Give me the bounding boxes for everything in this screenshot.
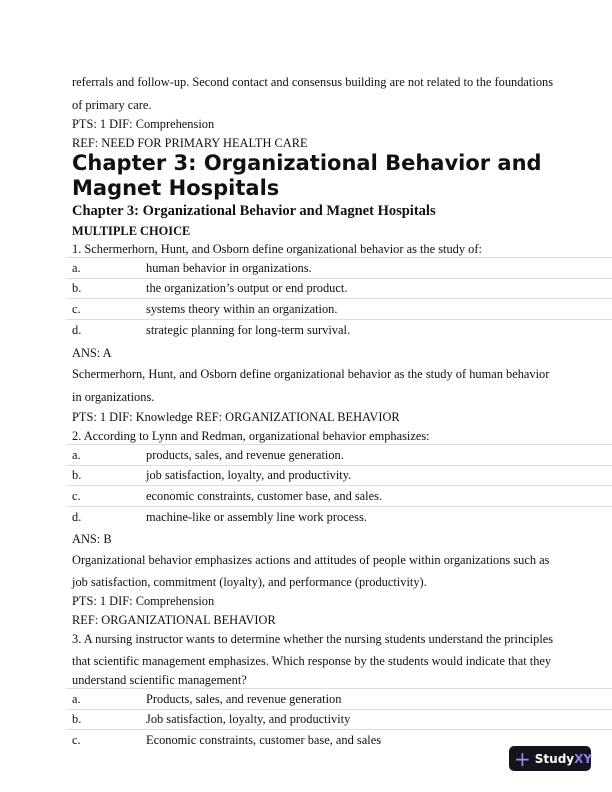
answer: ANS: A <box>72 346 112 360</box>
rationale: in organizations. <box>72 390 155 404</box>
option-row <box>66 444 612 466</box>
question-stem: 2. According to Lynn and Redman, organizational behavior emphasizes: <box>72 429 430 443</box>
option-row <box>66 688 612 710</box>
option-row <box>66 507 612 527</box>
question-stem: understand scientific management? <box>72 673 247 687</box>
option-letter: c. <box>72 489 81 503</box>
answer: ANS: B <box>72 532 112 546</box>
studyxy-badge[interactable] <box>509 746 591 771</box>
option-letter: b. <box>72 281 82 295</box>
rationale: job satisfaction, commitment (loyalty), and performance (productivity). <box>72 575 427 589</box>
question-ref: REF: ORGANIZATIONAL BEHAVIOR <box>72 613 276 627</box>
option-letter: b. <box>72 712 82 726</box>
question-meta: PTS: 1 DIF: Knowledge REF: ORGANIZATIONAL BEHAVIOR <box>72 410 400 424</box>
option-row <box>66 465 612 486</box>
question-meta: PTS: 1 DIF: Comprehension <box>72 594 215 608</box>
option-text: machine-like or assembly line work process. <box>146 510 367 524</box>
intro-ref: REF: NEED FOR PRIMARY HEALTH CARE <box>72 136 308 150</box>
option-letter: a. <box>72 448 81 462</box>
option-row <box>66 486 612 507</box>
brand-name: Study <box>534 751 575 766</box>
chapter-subtitle: Chapter 3: Organizational Behavior and Magnet Hospitals <box>72 203 436 219</box>
option-row <box>66 320 612 340</box>
section-heading: MULTIPLE CHOICE <box>72 224 191 238</box>
option-text: economic constraints, customer base, and sales. <box>146 489 383 503</box>
option-row <box>66 299 612 320</box>
intro-text: referrals and follow-up. Second contact and consensus building are not related to the foundations <box>72 75 554 89</box>
option-row <box>66 709 612 730</box>
option-text: products, sales, and revenue generation. <box>146 448 344 462</box>
option-text: strategic planning for long-term survival. <box>146 323 351 337</box>
intro-pts: PTS: 1 DIF: Comprehension <box>72 117 215 131</box>
option-letter: d. <box>72 510 82 524</box>
option-letter: a. <box>72 261 81 275</box>
option-text: Products, sales, and revenue generation <box>146 692 342 706</box>
option-text: systems theory within an organization. <box>146 302 338 316</box>
option-text: human behavior in organizations. <box>146 261 312 275</box>
option-text: Economic constraints, customer base, and sales <box>146 733 382 747</box>
option-letter: b. <box>72 468 82 482</box>
option-row <box>66 257 612 279</box>
plus-icon: + <box>514 746 531 771</box>
question-stem: 3. A nursing instructor wants to determine whether the nursing students understand the principles <box>72 632 554 646</box>
question-stem: that scientific management emphasizes. Which response by the students would indicate that they <box>72 654 552 668</box>
option-row <box>66 278 612 299</box>
intro-text: of primary care. <box>72 98 152 112</box>
option-letter: c. <box>72 733 81 747</box>
chapter-title: Chapter 3: Organizational Behavior and <box>72 151 542 175</box>
chapter-title: Magnet Hospitals <box>72 176 280 200</box>
brand-accent: XY <box>574 751 593 766</box>
option-letter: c. <box>72 302 81 316</box>
question-stem: 1. Schermerhorn, Hunt, and Osborn define organizational behavior as the study of: <box>72 242 482 256</box>
rationale: Schermerhorn, Hunt, and Osborn define organizational behavior as the study of human behavior <box>72 367 550 381</box>
rationale: Organizational behavior emphasizes actions and attitudes of people within organizations such as <box>72 553 550 567</box>
option-text: the organization’s output or end product. <box>146 281 348 295</box>
option-letter: d. <box>72 323 82 337</box>
option-text: Job satisfaction, loyalty, and productivity <box>146 712 351 726</box>
option-text: job satisfaction, loyalty, and productivity. <box>146 468 352 482</box>
option-letter: a. <box>72 692 81 706</box>
